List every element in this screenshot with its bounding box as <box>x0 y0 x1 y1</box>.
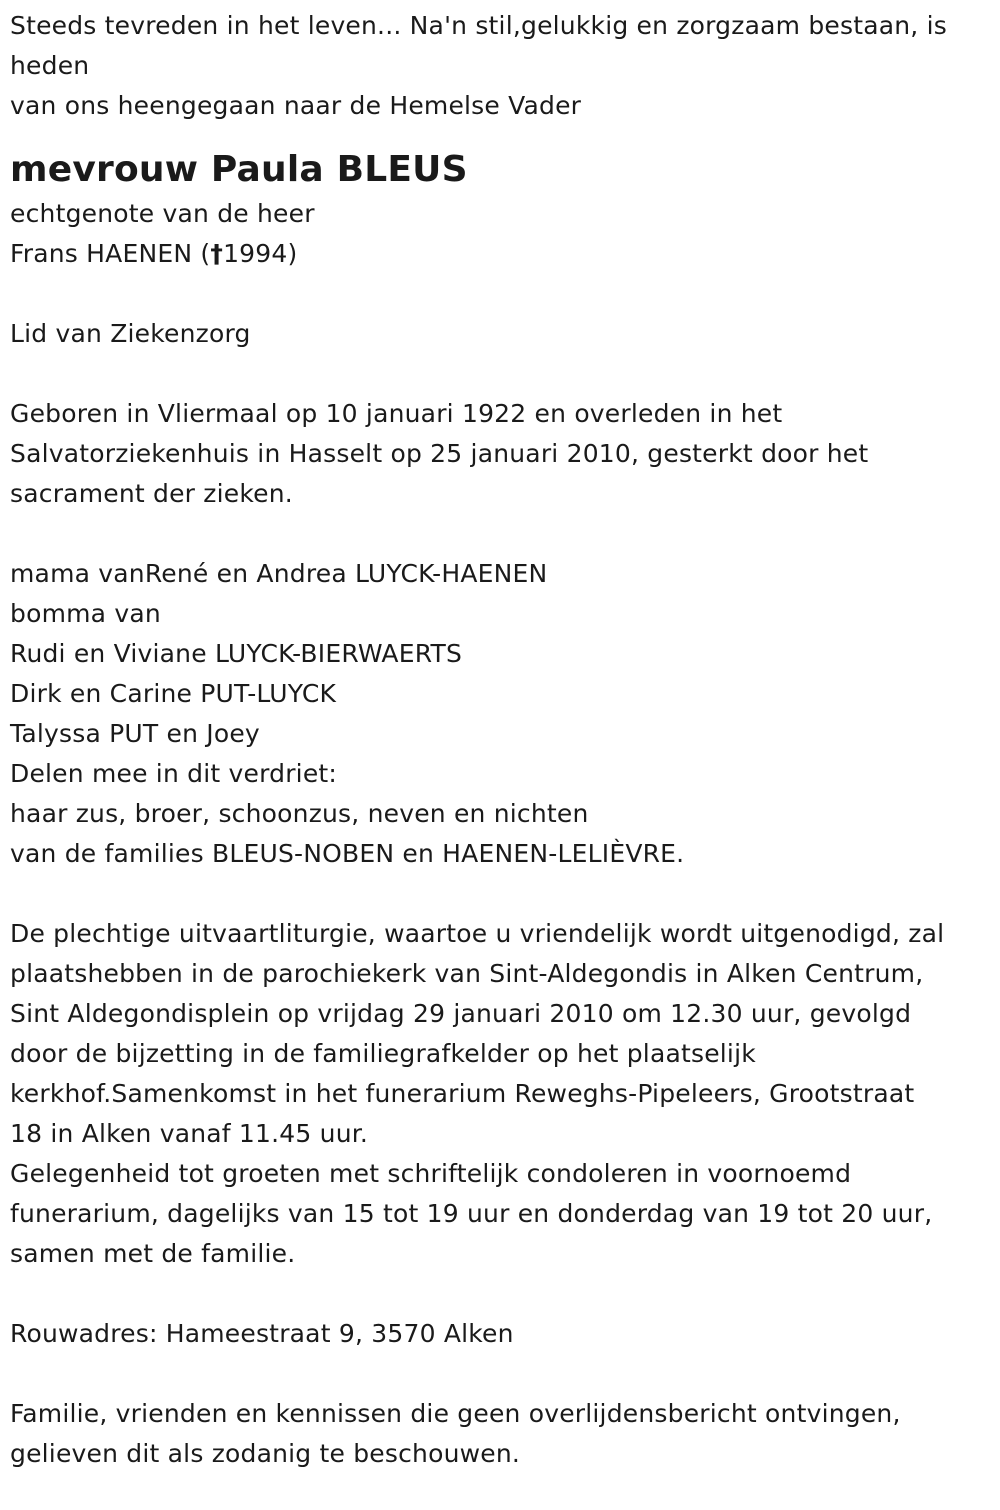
family-line: Dirk en Carine PUT-LUYCK <box>10 679 337 708</box>
birth-death-line: sacrament der zieken. <box>10 479 293 508</box>
funeral-line: Gelegenheid tot groeten met schriftelijk condoleren in voornoemd <box>10 1159 852 1188</box>
birth-death-line: Geboren in Vliermaal op 10 januari 1922 en overleden in het <box>10 399 783 428</box>
spouse-line: echtgenote van de heer <box>10 199 315 228</box>
funeral-details <box>10 914 995 1274</box>
birth-death-text <box>10 394 995 514</box>
membership: Lid van Ziekenzorg <box>10 319 251 348</box>
spacer <box>10 354 995 394</box>
spouse-name: Frans HAENEN ( <box>10 239 211 268</box>
death-notice <box>10 6 995 1474</box>
family-line: mama vanRené en Andrea LUYCK-HAENEN <box>10 559 548 588</box>
spouse-name-line <box>10 234 995 274</box>
spouse-info <box>10 194 995 274</box>
spouse-year: 1994) <box>223 239 298 268</box>
mourning-address: Rouwadres: Hameestraat 9, 3570 Alken <box>10 1319 514 1348</box>
family-line: Talyssa PUT en Joey <box>10 719 260 748</box>
funeral-line: funerarium, dagelijks van 15 tot 19 uur en donderdag van 19 tot 20 uur, <box>10 1199 933 1228</box>
intro-line: van ons heengegaan naar de Hemelse Vader <box>10 91 582 120</box>
funeral-line: kerkhof.Samenkomst in het funerarium Reweghs-Pipeleers, Grootstraat <box>10 1079 915 1108</box>
birth-death-line: Salvatorziekenhuis in Hasselt op 25 januari 2010, gesterkt door het <box>10 439 869 468</box>
funeral-line: De plechtige uitvaartliturgie, waartoe u vriendelijk wordt uitgenodigd, zal <box>10 919 945 948</box>
family-line: van de families BLEUS-NOBEN en HAENEN-LELIÈVRE. <box>10 839 685 868</box>
intro-line: heden <box>10 51 90 80</box>
spacer <box>10 874 995 914</box>
spacer <box>10 274 995 314</box>
family-line: Rudi en Viviane LUYCK-BIERWAERTS <box>10 639 463 668</box>
family-line: bomma van <box>10 599 161 628</box>
spacer <box>10 1354 995 1394</box>
funeral-line: plaatshebben in de parochiekerk van Sint-Aldegondis in Alken Centrum, <box>10 959 924 988</box>
deceased-name: mevrouw Paula BLEUS <box>10 149 468 190</box>
intro-line: Steeds tevreden in het leven... Na'n stil,gelukkig en zorgzaam bestaan, is <box>10 11 947 40</box>
funeral-line: Sint Aldegondisplein op vrijdag 29 januari 2010 om 12.30 uur, gevolgd <box>10 999 912 1028</box>
spacer <box>10 514 995 554</box>
intro-text <box>10 6 995 126</box>
cross-icon: † <box>210 239 224 268</box>
spacer <box>10 1274 995 1314</box>
closing-text <box>10 1394 995 1474</box>
family-list <box>10 554 995 874</box>
family-line: Delen mee in dit verdriet: <box>10 759 338 788</box>
funeral-line: door de bijzetting in de familiegrafkelder op het plaatselijk <box>10 1039 756 1068</box>
closing-line: gelieven dit als zodanig te beschouwen. <box>10 1439 521 1468</box>
family-line: haar zus, broer, schoonzus, neven en nichten <box>10 799 589 828</box>
funeral-line: samen met de familie. <box>10 1239 296 1268</box>
funeral-line: 18 in Alken vanaf 11.45 uur. <box>10 1119 369 1148</box>
closing-line: Familie, vrienden en kennissen die geen overlijdensbericht ontvingen, <box>10 1399 901 1428</box>
